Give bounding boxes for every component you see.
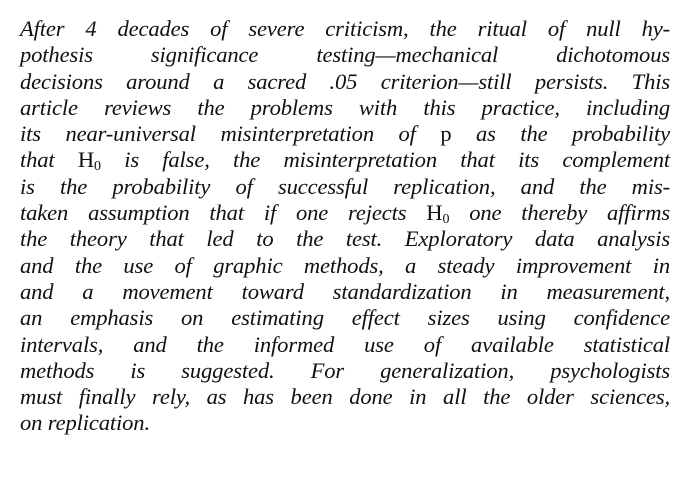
abstract-line: After 4 decades of severe criticism, the ritual of null hy- (20, 16, 670, 41)
abstract-line-text: that (20, 147, 78, 173)
abstract-line: and a movement toward standardization in measurement, (20, 278, 670, 304)
abstract-line-text: one thereby affirms (449, 200, 670, 226)
null-hypothesis-subscript: 0 (442, 212, 450, 228)
abstract-line (20, 200, 670, 226)
abstract-line: must finally rely, as has been done in all the older sciences, (20, 384, 670, 410)
abstract-line: intervals, and the informed use of available statistical (20, 331, 670, 357)
p-value-symbol: p (440, 121, 452, 147)
abstract-line: an emphasis on estimating effect sizes using confidence (20, 305, 670, 331)
abstract-line: is the probability of successful replication, and the mis- (20, 173, 670, 199)
null-hypothesis-symbol (77, 147, 101, 175)
abstract-line-text: its near-universal misinterpretation of (20, 121, 441, 147)
abstract-text (20, 16, 670, 437)
abstract-line-text: as the probability (451, 121, 670, 147)
null-hypothesis-letter: H (426, 200, 443, 226)
abstract-line: article reviews the problems with this practice, including (20, 94, 670, 120)
abstract-line (20, 147, 670, 173)
abstract-line-text: taken assumption that if one rejects (20, 200, 427, 226)
abstract-line (20, 121, 670, 147)
abstract-line: the theory that led to the test. Exploratory data analysis (20, 226, 670, 252)
null-hypothesis-symbol (426, 200, 450, 228)
abstract-line-last: on replication. (20, 410, 150, 436)
abstract-line-text: is false, the misinterpretation that its complement (100, 147, 671, 173)
null-hypothesis-letter: H (77, 147, 95, 173)
abstract-line: decisions around a sacred .05 criterion—still persists. This (20, 68, 670, 94)
abstract-line: and the use of graphic methods, a steady improvement in (20, 252, 670, 278)
abstract-line: pothesis significance testing—mechanical dichotomous (20, 42, 670, 68)
null-hypothesis-subscript: 0 (94, 159, 101, 175)
abstract-line: methods is suggested. For generalization, psychologists (20, 357, 670, 383)
